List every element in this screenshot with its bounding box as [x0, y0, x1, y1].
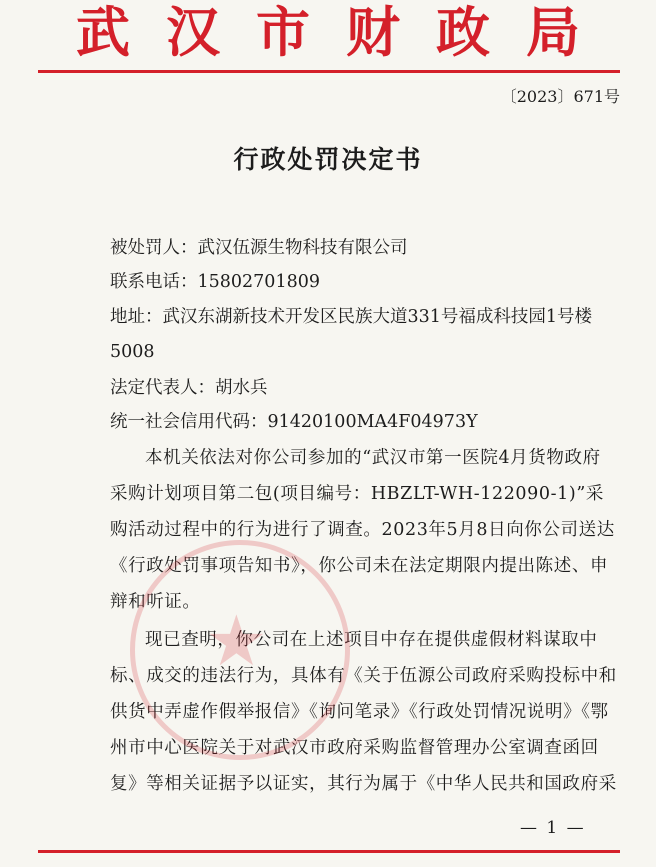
phone-label: 联系电话：: [110, 272, 198, 292]
phone-line: [110, 266, 625, 299]
address-line: [110, 300, 618, 370]
party-name: 武汉伍源生物科技有限公司: [197, 238, 408, 258]
credit-code-value: 91420100MA4F04973Y: [267, 412, 478, 432]
issuer-header: 武汉市财政局: [76, 1, 616, 64]
address-value: 武汉东湖新技术开发区民族大道331号福成科技园1号楼5008: [110, 307, 593, 362]
credit-code-line: [110, 406, 625, 439]
representative-value: 胡水兵: [215, 378, 268, 398]
document-title: 行政处罚决定书: [233, 145, 423, 174]
paragraph-findings: 现已查明，你公司在上述项目中存在提供虚假材料谋取中标、成交的违法行为，具体有《关于伍源公司政府采购投标中和供货中弄虚作假举报信》《询问笔录》《行政处罚情况说明》《鄂州市中心医院关于对武汉市政府采购监督管理办公室调查函回复》等相关证据予以证实，其行为属于《中华人民共和国政府采: [110, 630, 617, 794]
paragraph-investigation: 本机关依法对你公司参加的“武汉市第一医院4月货物政府采购计划项目第二包(项目编号：HBZLT-WH-122090-1)”采购活动过程中的行为进行了调查。2023年5月8日向你公司送达《行政处罚事项告知书》，你公司未在法定期限内提出陈述、申辩和听证。: [110, 448, 615, 612]
page-number: — 1 —: [520, 818, 586, 838]
party-name-line: [110, 232, 625, 265]
top-red-rule: [38, 70, 620, 73]
party-name-label: 被处罚人：: [110, 238, 198, 258]
seal-star-icon: ★: [205, 600, 268, 682]
representative-label: 法定代表人：: [110, 378, 215, 398]
phone-value: 15802701809: [197, 272, 320, 292]
document-number: 〔2023〕671号: [500, 87, 620, 106]
credit-code-label: 统一社会信用代码：: [110, 412, 268, 432]
address-label: 地址：: [110, 307, 163, 327]
representative-line: [110, 372, 625, 405]
bottom-red-rule: [38, 850, 620, 853]
